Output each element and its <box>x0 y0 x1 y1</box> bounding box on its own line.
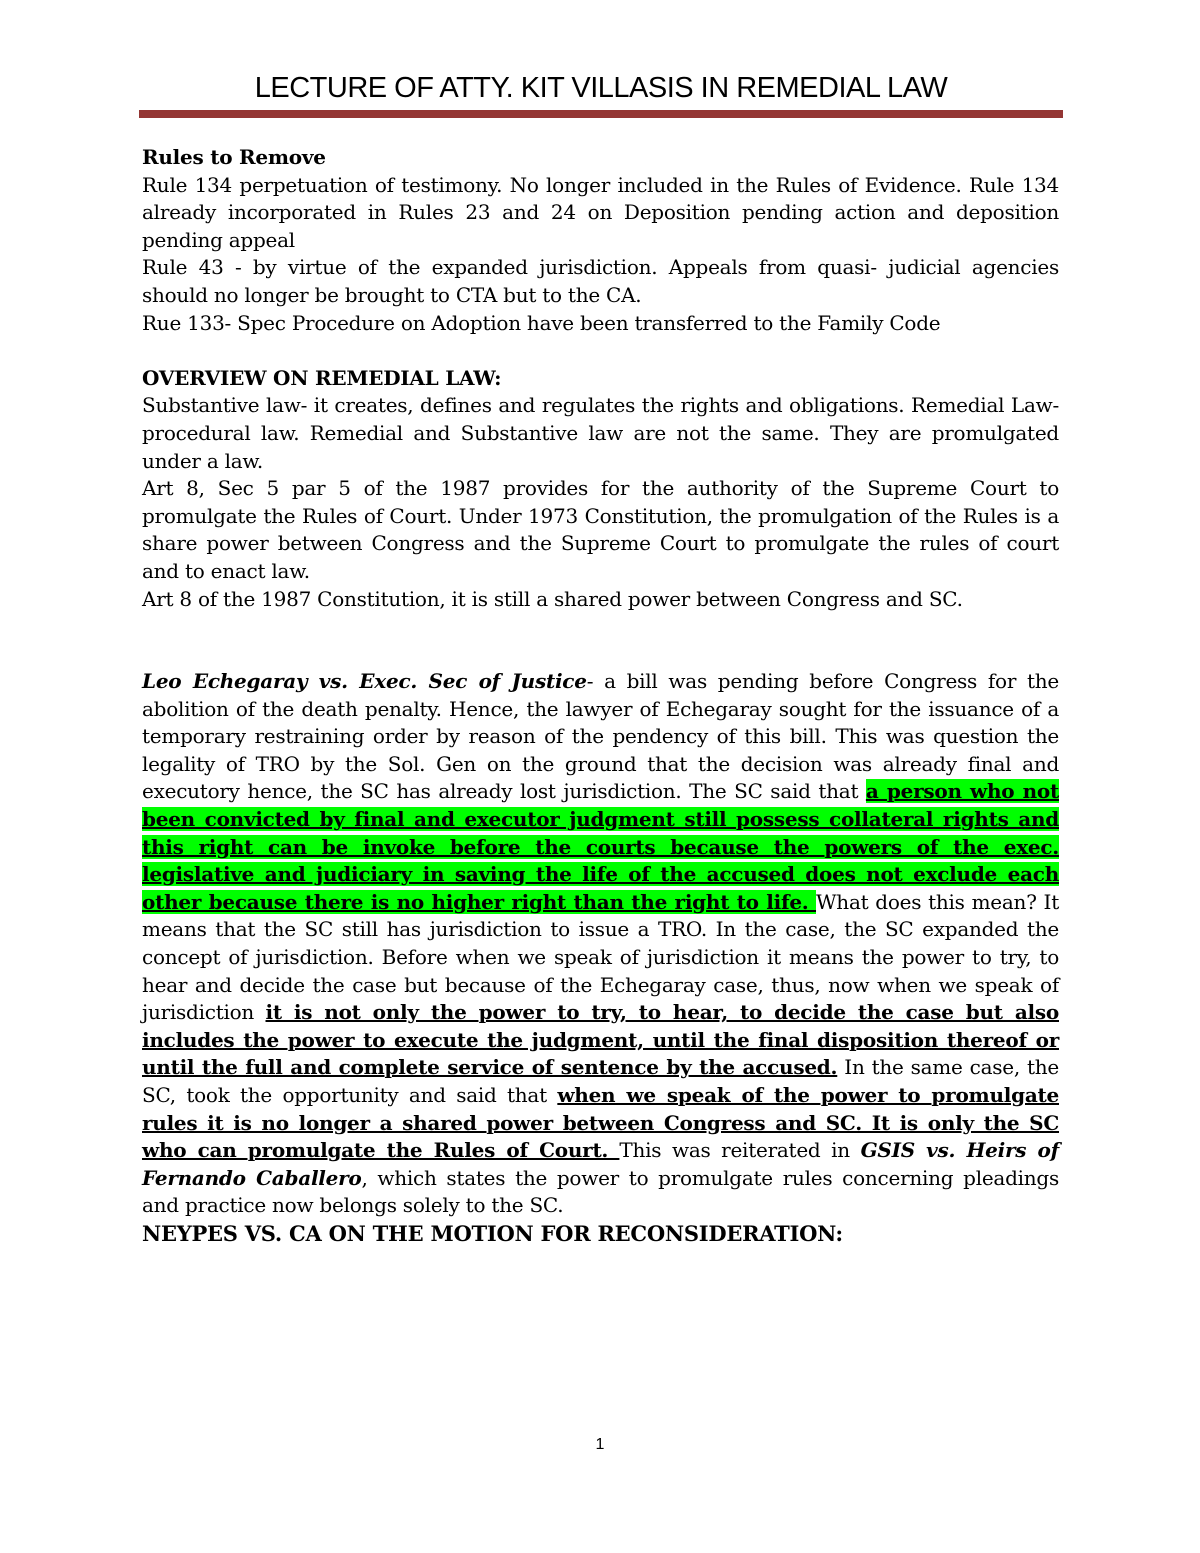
rules-to-remove-heading: Rules to Remove <box>142 145 326 169</box>
page-number: 1 <box>595 1436 605 1453</box>
page-header-title: LECTURE OF ATTY. KIT VILLASIS IN REMEDIAL LAW <box>254 72 948 104</box>
echegaray-text-5: , which states the power to promulgate rules concerning pleadings and practice now belongs solely to the SC. <box>142 1165 1059 1218</box>
rules-paragraph-2: Rule 43 - by virtue of the expanded jurisdiction. Appeals from quasi- judicial agencies should no longer be brought to CTA but to the CA. <box>142 255 1059 307</box>
echegaray-text-3: In the same case, the SC, took the opportunity and said that <box>142 1055 1059 1107</box>
overview-paragraph-3: Art 8 of the 1987 Constitution, it is still a shared power between Congress and SC. <box>142 586 963 611</box>
echegaray-case-name: Leo Echegaray vs. Exec. Sec of Justice <box>142 669 587 694</box>
overview-paragraph-2: Art 8, Sec 5 par 5 of the 1987 provides for the authority of the Supreme Court to promulgate the Rules of Court. Under 1973 Constitution, the promulgation of the Rules is a share power between Congress and the Supreme Court to promulgate the rules of court and to enact law. <box>142 476 1059 583</box>
overview-paragraph-1: Substantive law- it creates, defines and regulates the rights and obligations. Remedial Law- procedural law. Remedial and Substantive law are not the same. They are promulgated under a law. <box>142 393 1059 473</box>
document-body <box>142 144 1059 1248</box>
echegaray-text-4: This was reiterated in <box>619 1138 861 1163</box>
neypes-heading: NEYPES VS. CA ON THE MOTION FOR RECONSIDERATION: <box>142 1220 843 1246</box>
rules-paragraph-1: Rule 134 perpetuation of testimony. No longer included in the Rules of Evidence. Rule 134 already incorporated in Rules 23 and 24 on Deposition pending action and deposition pending appeal <box>142 172 1059 252</box>
echegaray-text-1: - a bill was pending before Congress for the abolition of the death penalty. Hence, the lawyer of Echegaray sought for the issuance of a temporary restraining order by reason of the pendency of this bill. This was question the legality of TRO by the Sol. Gen on the ground that the decision was already final and executory hence, the SC has already lost jurisdiction. The SC said that <box>142 669 1059 804</box>
rules-paragraph-3: Rue 133- Spec Procedure on Adoption have been transferred to the Family Code <box>142 310 941 335</box>
spacer <box>142 613 1059 668</box>
overview-heading: OVERVIEW ON REMEDIAL LAW: <box>142 365 502 390</box>
echegaray-highlighted-ruling: a person who not been convicted by final and executor judgment still possess collateral rights and this right can be invoke before the courts because the powers of the exec. legislative and judiciary in saving the life of the accused does not exclude each other because there is no higher right than the right to life. <box>142 779 1059 914</box>
spacer <box>142 337 1059 365</box>
header-rule <box>139 110 1063 118</box>
echegaray-text-2: What does this mean? It means that the SC still has jurisdiction to issue a TRO. In the case, the SC expanded the concept of jurisdiction. Before when we speak of jurisdiction it means the power to try, to hear and decide the case but because of the Echegaray case, thus, now when we speak of jurisdiction <box>142 889 1059 1025</box>
gsis-case-name: GSIS vs. Heirs of Fernando Caballero <box>142 1138 1059 1190</box>
echegaray-bold-ruling-2: when we speak of the power to promulgate rules it is no longer a shared power between Congress and SC. It is only the SC who can promulgate the Rules of Court. <box>142 1083 1059 1163</box>
echegaray-paragraph <box>142 668 1059 1220</box>
echegaray-bold-ruling-1: it is not only the power to try, to hear, to decide the case but also includes the power to execute the judgment, until the final disposition thereof or until the full and complete service of sentence by the accused. <box>142 1000 1059 1080</box>
